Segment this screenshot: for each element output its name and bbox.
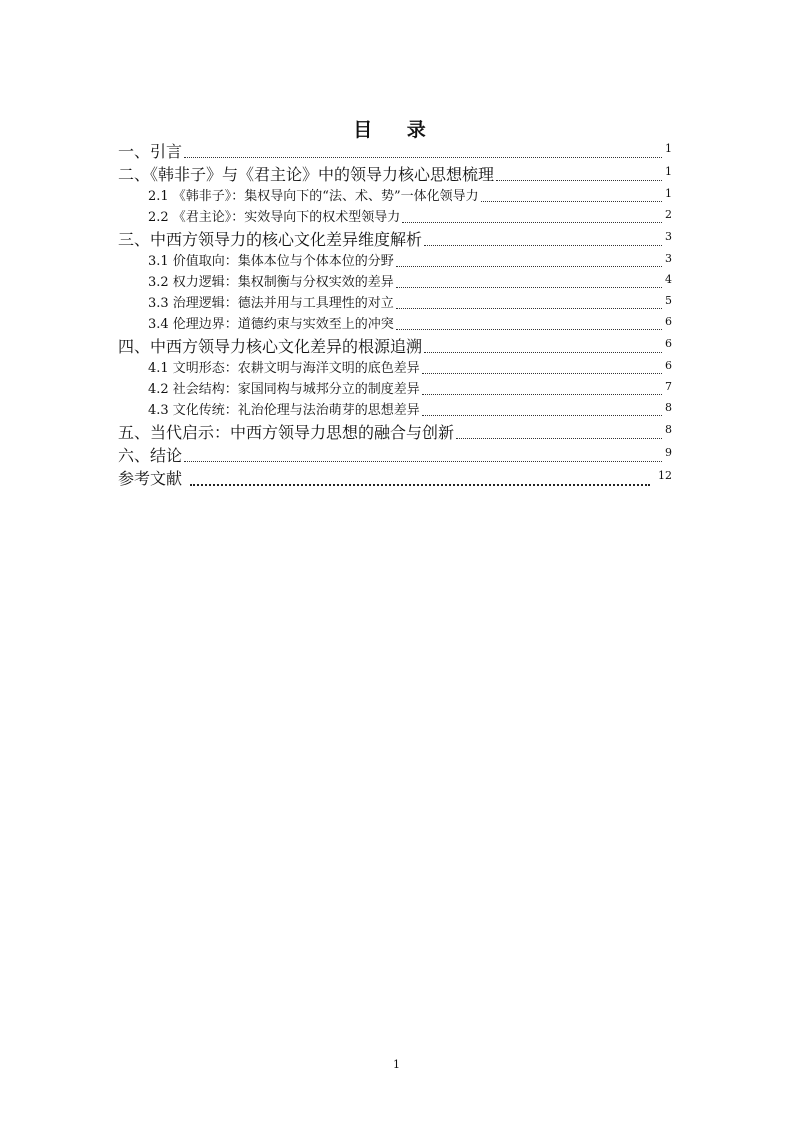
toc-entry-4-3[interactable] [118,400,672,421]
dot-leader [422,415,662,416]
dot-leader [481,201,662,202]
toc-entry-label: 4.3 文化传统：礼治伦理与法治萌芽的思想差异 [148,403,420,418]
toc-entry-label: 3.2 权力逻辑：集权制衡与分权实效的差异 [148,275,394,290]
toc-entry-page: 3 [665,252,672,265]
toc-entry-section-2[interactable] [118,163,672,186]
toc-entry-page: 3 [665,230,672,243]
toc-entry-label: 4.1 文明形态：农耕文明与海洋文明的底色差异 [148,361,420,376]
toc-entry-page: 9 [665,446,672,459]
toc-entry-page: 7 [665,380,672,393]
dot-leader [396,266,662,267]
dot-leader [402,222,662,223]
dot-leader [184,157,662,158]
toc-entry-page: 5 [665,294,672,307]
toc-entry-section-5[interactable] [118,421,672,444]
dot-leader [422,394,662,395]
toc-entry-page: 6 [665,359,672,372]
toc-entry-page: 6 [665,337,672,350]
toc-entry-introduction[interactable] [118,140,672,163]
toc-entry-page: 8 [665,401,672,414]
toc-entry-label: 五、当代启示：中西方领导力思想的融合与创新 [118,423,455,442]
dot-leader [456,438,662,439]
toc-entry-page: 1 [665,142,672,155]
toc-entry-conclusion[interactable] [118,444,672,467]
dot-leader [396,287,662,288]
table-of-contents [118,140,672,490]
toc-entry-references[interactable] [118,467,672,490]
dot-leader [422,373,662,374]
toc-entry-3-1[interactable] [118,251,672,272]
toc-entry-label: 四、中西方领导力核心文化差异的根源追溯 [118,337,423,356]
toc-entry-page: 1 [665,187,672,200]
toc-entry-label: 一、引言 [118,142,183,161]
toc-entry-3-3[interactable] [118,293,672,314]
toc-entry-3-2[interactable] [118,272,672,293]
toc-entry-2-2[interactable] [118,207,672,228]
toc-entry-section-4[interactable] [118,335,672,358]
toc-entry-page: 1 [665,165,672,178]
toc-entry-label: 3.4 伦理边界：道德约束与实效至上的冲突 [148,317,394,332]
toc-entry-label: 参考文献 [118,469,183,488]
toc-entry-page: 8 [665,423,672,436]
toc-entry-page: 6 [665,315,672,328]
toc-entry-page: 2 [665,208,672,221]
toc-entry-page: 4 [665,273,672,286]
toc-entry-2-1[interactable] [118,186,672,207]
toc-entry-label: 3.1 价值取向：集体本位与个体本位的分野 [148,254,394,269]
toc-entry-label: 三、中西方领导力的核心文化差异维度解析 [118,230,423,249]
dot-leader [396,308,662,309]
toc-title: 目 录 [353,119,440,141]
dot-leader [184,461,662,462]
dot-leader [424,245,662,246]
toc-entry-label: 六、结论 [118,446,183,465]
toc-entry-3-4[interactable] [118,314,672,335]
dot-leader [190,484,650,486]
toc-entry-label: 2.1 《韩非子》：集权导向下的“法、术、势”一体化领导力 [148,189,479,204]
toc-entry-4-1[interactable] [118,358,672,379]
toc-entry-page: 12 [658,469,672,482]
toc-entry-label: 4.2 社会结构：家国同构与城邦分立的制度差异 [148,382,420,397]
toc-entry-label: 3.3 治理逻辑：德法并用与工具理性的对立 [148,296,394,311]
dot-leader [496,180,662,181]
dot-leader [424,352,662,353]
toc-entry-label: 2.2 《君主论》：实效导向下的权术型领导力 [148,210,401,225]
toc-entry-4-2[interactable] [118,379,672,400]
dot-leader [396,329,662,330]
toc-entry-label: 二、《韩非子》与《君主论》中的领导力核心思想梳理 [118,165,495,184]
page-number: 1 [393,1058,400,1071]
toc-entry-section-3[interactable] [118,228,672,251]
